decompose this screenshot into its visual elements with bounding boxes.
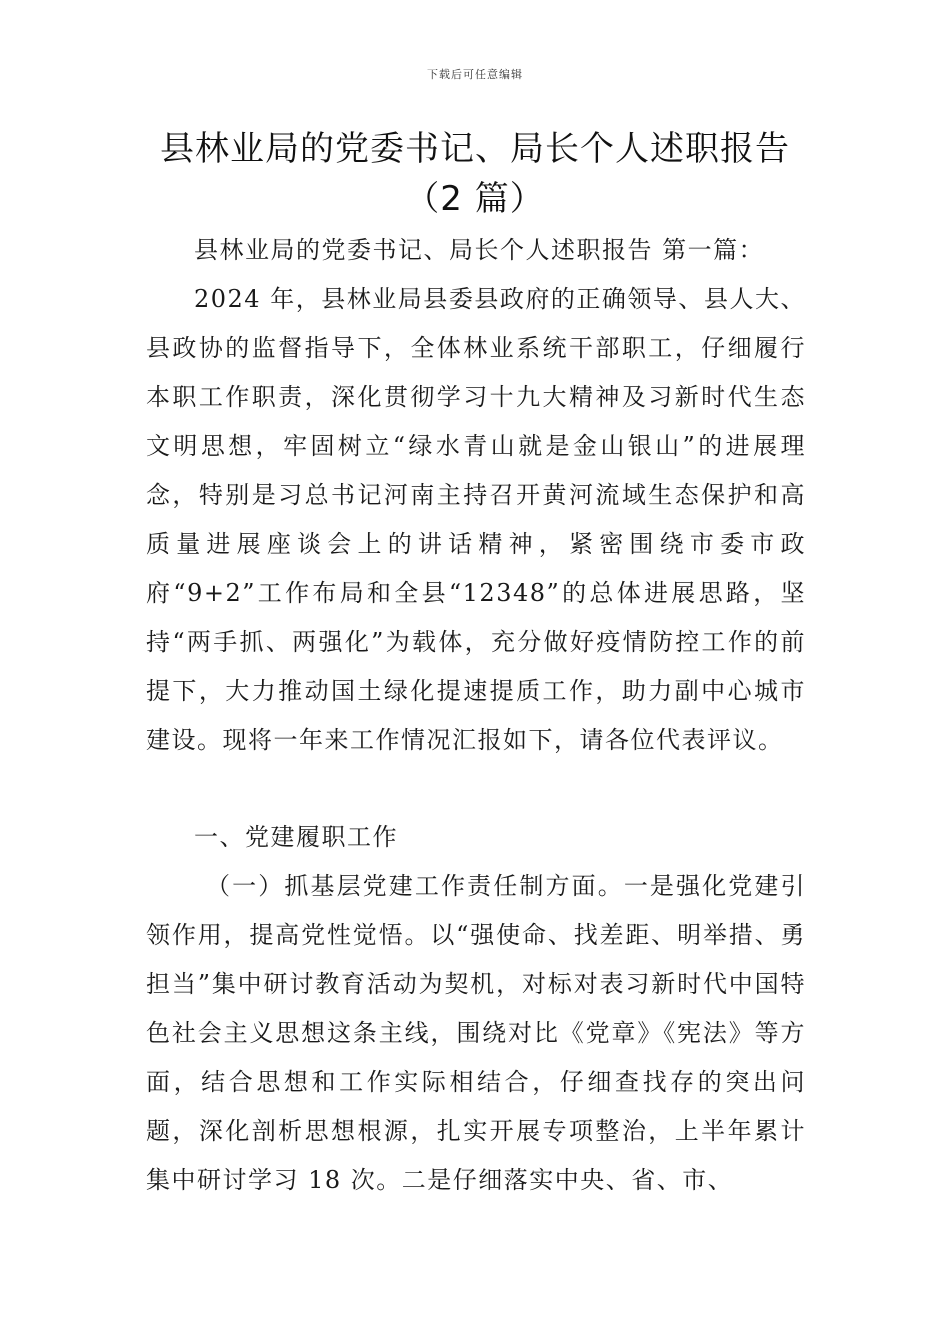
article-subtitle: 县林业局的党委书记、局长个人述职报告 第一篇：	[194, 236, 765, 264]
title-line-1: 县林业局的党委书记、局长个人述职报告	[160, 129, 790, 169]
document-body	[146, 226, 806, 1205]
body-paragraph: （一）抓基层党建工作责任制方面。一是强化党建引领作用，提高党性觉悟。以“强使命、找差距、明举措、勇担当”集中研讨教育活动为契机，对标对表习新时代中国特色社会主义思想这条主线，围绕对比《党章》《宪法》等方面，结合思想和工作实际相结合，仔细查找存的突出问题，深化剖析思想根源，扎实开展专项整治，上半年累计集中研讨学习 18 次。二是仔细落实中央、省、市、	[146, 872, 806, 1194]
intro-paragraph: 2024 年，县林业局县委县政府的正确领导、县人大、县政协的监督指导下，全体林业系统干部职工，仔细履行本职工作职责，深化贯彻学习十九大精神及习新时代生态文明思想，牢固树立“绿水青山就是金山银山”的进展理念，特别是习总书记河南主持召开黄河流域生态保护和高质量进展座谈会上的讲话精神，紧密围绕市委市政府“9+2”工作布局和全县“12348”的总体进展思路，坚持“两手抓、两强化”为载体，充分做好疫情防控工作的前提下，大力推动国土绿化提速提质工作，助力副中心城市建设。现将一年来工作情况汇报如下，请各位代表评议。	[146, 285, 806, 754]
header-note: 下载后可任意编辑	[427, 68, 523, 81]
section-heading: 一、党建履职工作	[194, 823, 398, 851]
document-title	[120, 124, 830, 224]
title-line-2: （2 篇）	[405, 179, 545, 219]
